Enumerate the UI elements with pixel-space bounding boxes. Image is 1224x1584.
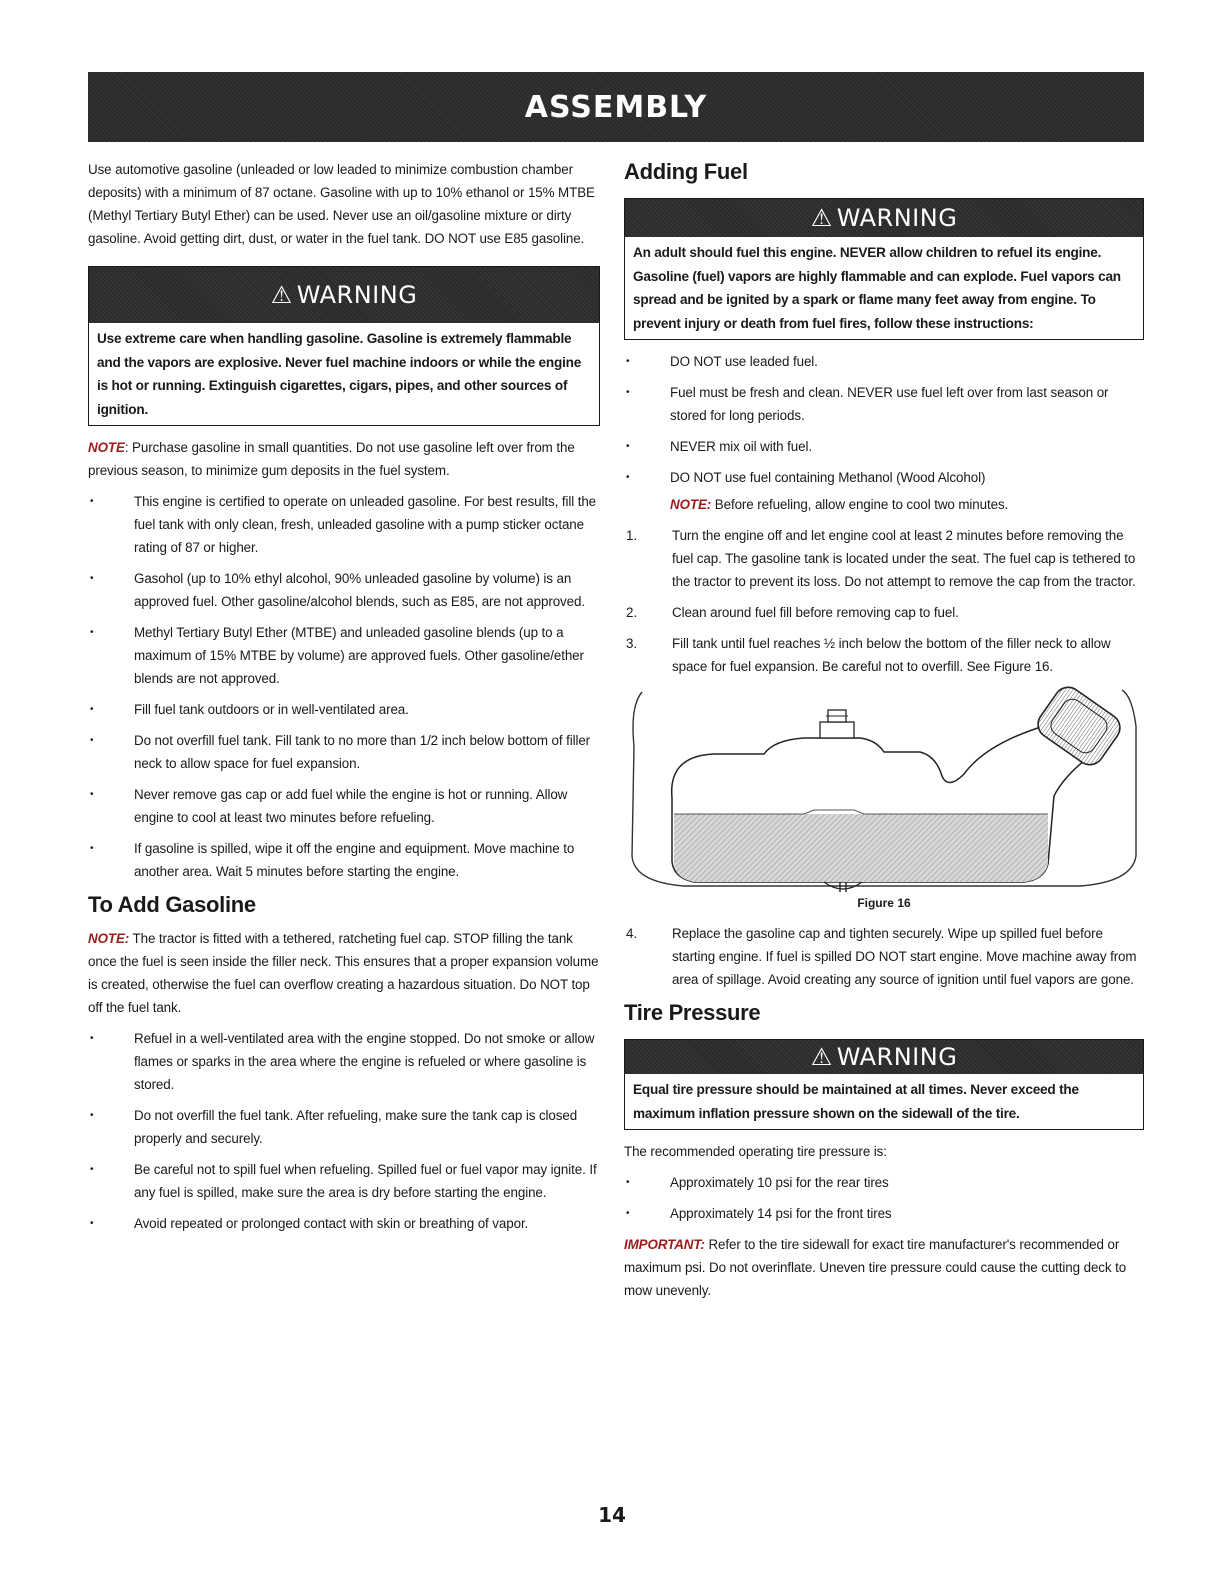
page-number: 14 [598, 1503, 626, 1527]
warning-text: An adult should fuel this engine. NEVER allow children to refuel its engine. Gasoline (fuel) vapors are highly flammable and can explode. Fuel vapors can spread and be ignited by a spark or flame many feet away from engine. To prevent injury or death from fuel fires, follow these instructions: [633, 245, 1121, 331]
list-item: • DO NOT use fuel containing Methanol (Wood Alcohol) [624, 466, 1144, 489]
purchase-note [88, 436, 600, 482]
step-item [624, 601, 1144, 624]
step-number: 3. [626, 636, 637, 651]
warning-triangle-icon: ⚠ [270, 281, 293, 309]
fuel-tank-illustration [624, 686, 1140, 892]
list-item: • Fuel must be fresh and clean. NEVER use fuel left over from last season or stored for long periods. [624, 381, 1144, 427]
fuel-steps-list-continued [624, 922, 1144, 991]
figure-caption: Figure 16 [857, 896, 911, 910]
fuel-tank-figure [624, 686, 1140, 892]
note-text: The tractor is fitted with a tethered, ratcheting fuel cap. STOP filling the tank once the fuel is seen inside the filler neck. This ensures that a proper expansion volume is created, otherwise the fuel can overflow creating a hazardous situation. Do NOT top off the fuel tank. [88, 931, 599, 1015]
warning-text: Equal tire pressure should be maintained at all times. Never exceed the maximum inflation pressure shown on the sidewall of the tire. [633, 1082, 1079, 1121]
note-label: NOTE [88, 440, 125, 455]
important-label: IMPORTANT: [624, 1237, 705, 1252]
note-label: NOTE: [88, 931, 130, 946]
intro-paragraph: Use automotive gasoline (unleaded or low leaded to minimize combustion chamber deposits) with a minimum of 87 octane. Gasoline with up to 10% ethanol or 15% MTBE (Methyl Tertiary Butyl Ether) can be used. Never use an oil/gasoline mixture or dirty gasoline. Avoid getting dirt, dust, or water in the fuel tank. DO NOT use E85 gasoline. [88, 162, 595, 246]
list-item: • Fill fuel tank outdoors or in well-ventilated area. [88, 698, 600, 721]
step-text: Fill tank until fuel reaches ½ inch below the bottom of the filler neck to allow space for fuel expansion. Be careful not to overfill. See Figure 16. [672, 636, 1111, 674]
important-note [624, 1233, 1144, 1302]
list-item: • Do not overfill fuel tank. Fill tank to no more than 1/2 inch below bottom of filler neck to allow space for fuel expansion. [88, 729, 600, 775]
list-item: • This engine is certified to operate on unleaded gasoline. For best results, fill the fuel tank with only clean, fresh, unleaded gasoline with a pump sticker octane rating of 87 or higher. [88, 490, 600, 559]
note-text: Before refueling, allow engine to cool two minutes. [711, 497, 1009, 512]
tire-warning-box [624, 1039, 1144, 1130]
warning-text: Use extreme care when handling gasoline. Gasoline is extremely flammable and the vapors are explosive. Never fuel machine indoors or while the engine is hot or running. Extinguish cigarettes, cigars, pipes, and other sources of ignition. [97, 331, 582, 417]
right-column [624, 158, 1144, 1310]
warning-header [625, 199, 1143, 237]
list-item: • DO NOT use leaded fuel. [624, 350, 1144, 373]
step-text: Clean around fuel fill before removing cap to fuel. [672, 605, 959, 620]
warning-header [89, 267, 599, 323]
important-text: Refer to the tire sidewall for exact tire manufacturer's recommended or maximum psi. Do not overinflate. Uneven tire pressure could cause the cutting deck to mow unevenly. [624, 1237, 1127, 1298]
list-item: • Approximately 10 psi for the rear tires [624, 1171, 1144, 1194]
list-item: • Refuel in a well-ventilated area with the engine stopped. Do not smoke or allow flames or sparks in the area where the engine is refueled or where gasoline is stored. [88, 1027, 600, 1096]
to-add-gasoline-heading: To Add Gasoline [88, 892, 256, 917]
section-title: ASSEMBLY [524, 89, 708, 125]
list-item: • Methyl Tertiary Butyl Ether (MTBE) and unleaded gasoline blends (up to a maximum of 15% MTBE by volume) are approved fuels. Other gasoline/ether blends are not approved. [88, 621, 600, 690]
gasoline-bullet-list [88, 490, 600, 883]
section-banner [88, 72, 1144, 142]
list-item: • Approximately 14 psi for the front tires [624, 1202, 1144, 1225]
refuel-bullet-list [88, 1027, 600, 1235]
cool-down-note [624, 493, 1144, 516]
step-item [624, 922, 1144, 991]
warning-title: WARNING [836, 204, 958, 232]
warning-title: WARNING [296, 281, 418, 309]
list-item: • Do not overfill the fuel tank. After refueling, make sure the tank cap is closed properly and securely. [88, 1104, 600, 1150]
tire-pressure-heading: Tire Pressure [624, 1000, 761, 1025]
list-item: • NEVER mix oil with fuel. [624, 435, 1144, 458]
left-column [88, 158, 600, 1243]
fuel-bullet-list [624, 350, 1144, 489]
list-item: • Gasohol (up to 10% ethyl alcohol, 90% unleaded gasoline by volume) is an approved fuel. Other gasoline/alcohol blends, such as E85, are not approved. [88, 567, 600, 613]
warning-title: WARNING [836, 1043, 958, 1071]
step-number: 1. [626, 528, 637, 543]
tire-pressure-intro: The recommended operating tire pressure is: [624, 1144, 887, 1159]
gasoline-warning-box [88, 266, 600, 426]
step-text: Replace the gasoline cap and tighten securely. Wipe up spilled fuel before starting engine. If fuel is spilled DO NOT start engine. Move machine away from area of spillage. Avoid creating any source of ignition until fuel vapors are gone. [672, 926, 1137, 987]
step-text: Turn the engine off and let engine cool at least 2 minutes before removing the fuel cap. The gasoline tank is located under the seat. The fuel cap is tethered to the tractor to prevent its loss. Do not attempt to remove the cap from the tractor. [672, 528, 1136, 589]
step-number: 2. [626, 605, 637, 620]
warning-triangle-icon: ⚠ [810, 204, 833, 232]
warning-triangle-icon: ⚠ [810, 1043, 833, 1071]
list-item: • If gasoline is spilled, wipe it off the engine and equipment. Move machine to another area. Wait 5 minutes before starting the engine. [88, 837, 600, 883]
fuel-steps-list [624, 524, 1144, 678]
list-item: • Avoid repeated or prolonged contact with skin or breathing of vapor. [88, 1212, 600, 1235]
step-number: 4. [626, 926, 637, 941]
note-text: : Purchase gasoline in small quantities. Do not use gasoline left over from the previous season, to minimize gum deposits in the fuel system. [88, 440, 575, 478]
note-label: NOTE: [670, 497, 712, 512]
tire-pressure-list [624, 1171, 1144, 1225]
step-item [624, 632, 1144, 678]
list-item: • Be careful not to spill fuel when refueling. Spilled fuel or fuel vapor may ignite. If any fuel is spilled, make sure the area is dry before starting the engine. [88, 1158, 600, 1204]
fuel-warning-box [624, 198, 1144, 340]
tethered-cap-note [88, 927, 600, 1019]
step-item [624, 524, 1144, 593]
adding-fuel-heading: Adding Fuel [624, 159, 748, 184]
list-item: • Never remove gas cap or add fuel while the engine is hot or running. Allow engine to cool at least two minutes before refueling. [88, 783, 600, 829]
warning-header [625, 1040, 1143, 1074]
